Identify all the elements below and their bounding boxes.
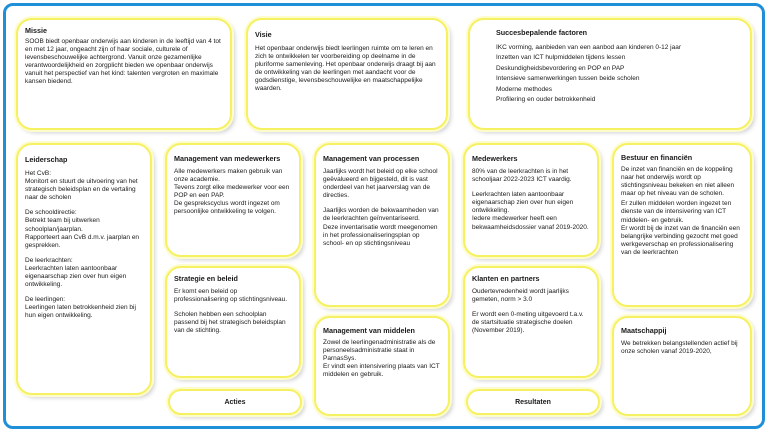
leiderschap-cvb-text: Monitort en stuurt de uitvoering van het strategisch beleidsplan en de vertaling naar de scholen <box>25 178 138 202</box>
visie-text: Het openbaar onderwijs biedt leerlingen ruimte om te leren en zich te ontwikkelen ter voorbereiding op deelname in de pluriforme samenleving. Het openbaar onderwijs draagt bij aan de ontwikkeling van de leerlingen met aandacht voor de godsdienstige, levensbeschouwelijke en maatschappelijke waarden. <box>255 45 436 93</box>
management-processen-text: Jaarlijks wordt het beleid op elke school geëvalueerd en bijgesteld, dit is vast onderdeel van het jaarverslag van de directies. <box>323 168 438 200</box>
management-processen-title: Management van processen <box>323 154 420 163</box>
leiderschap-title: Leiderschap <box>25 155 68 164</box>
klanten-partners-text: Er wordt een 0-meting uitgevoerd t.a.v. de startsituatie strategische doelen (November 2019). <box>472 311 584 335</box>
klanten-partners-card <box>463 266 599 378</box>
leiderschap-leerkrachten-text: Leerkrachten laten aantoonbaar eigenaarschap zien over hun eigen ontwikkeling. <box>25 264 127 289</box>
management-processen-text: Deze inventarisatie wordt meegenomen in het professionaliseringsplan op school- en op stichtingsniveau <box>323 223 438 247</box>
medewerkers-title: Medewerkers <box>472 154 518 163</box>
succes-card <box>468 18 752 130</box>
management-medewerkers-text: Alle medewerkers maken gebruik van onze academie. <box>174 168 283 184</box>
bestuur-financien-text: Er wordt bij de inzet van de financiën een belangrijke verbinding gezocht met goed werkgeverschap en professionalisering van de leerkrachten <box>621 224 740 256</box>
acties-label-card <box>168 389 302 415</box>
maatschappij-text: We betrekken belangstellenden actief bij onze scholen vanaf 2019-2020, <box>621 340 738 356</box>
management-medewerkers-text: Tevens zorgt elke medewerker voor een POP en een PAP. <box>174 184 290 200</box>
management-medewerkers-card <box>165 143 301 257</box>
succes-item: Moderne methodes <box>496 85 553 93</box>
leiderschap-cvb-label: Het CvB: <box>25 170 52 177</box>
leiderschap-directie-text: Betrekt team bij uitwerken schoolplan/jaarplan. <box>25 217 100 233</box>
management-middelen-title: Management van middelen <box>323 326 415 335</box>
succes-title: Succesbepalende factoren <box>496 28 588 37</box>
succes-item: Deskundigheidsbevordering en POP en PAP <box>496 64 625 72</box>
succes-item: Intensieve samenwerkingen tussen beide scholen <box>496 75 640 83</box>
bestuur-financien-text: Er zullen middelen worden ingezet ten dienste van de intensivering van ICT middelen- en gebruik. <box>621 200 732 224</box>
leiderschap-leerkrachten-label: De leerkrachten: <box>25 256 73 264</box>
management-medewerkers-title: Management van medewerkers <box>174 154 281 163</box>
missie-card <box>16 18 232 130</box>
strategie-text: Er komt een beleid op professionalisering op stichtingsniveau. <box>174 288 288 304</box>
klanten-partners-title: Klanten en partners <box>472 274 540 283</box>
bestuur-financien-text: De inzet van financiën en de koppeling naar het onderwijs wordt op stichtingsniveau bekeken en niet alleen maar op het niveau van de scholen. <box>621 166 735 198</box>
medewerkers-text: 80% van de leerkrachten is in het schooljaar 2022-2023 ICT vaardig. <box>472 168 572 184</box>
management-processen-text: Jaarlijks worden de bekwaamheden van de leerkrachten geïnventariseerd. <box>323 207 439 223</box>
bestuur-financien-title: Bestuur en financiën <box>621 153 693 162</box>
visie-card <box>246 18 448 130</box>
medewerkers-text: Iedere medewerker heeft een bekwaamheidsdossier vanaf 2019-2020. <box>472 215 589 231</box>
missie-text: SOOB biedt openbaar onderwijs aan kinderen in de leeftijd van 4 tot en met 12 jaar, ongeacht zijn of haar sociale, culturele of levensbeschouwelijke achtergrond. Vanuit onze gezamenlijke verantwoordelijkheid en zorgplicht bieden we openbaar onderwijs vanuit het perspectief van het kind: talenten vergroten en maximale kansen biedend. <box>25 38 221 86</box>
maatschappij-title: Maatschappij <box>621 326 667 335</box>
missie-title: Missie <box>25 26 47 35</box>
strategie-title: Strategie en beleid <box>174 274 238 283</box>
strategie-text: Scholen hebben een schoolplan passend bij het strategisch beleidsplan van de stichting. <box>174 311 286 335</box>
succes-item: Profilering en ouder betrokkenheid <box>496 96 596 104</box>
bestuur-financien-card <box>612 143 752 307</box>
succes-item: Inzetten van ICT hulpmiddelen tijdens lessen <box>496 54 626 62</box>
leiderschap-card <box>16 143 152 395</box>
resultaten-label-card <box>466 389 600 415</box>
leiderschap-leerlingen-label: De leerlingen: <box>25 296 66 304</box>
strategie-card <box>165 266 301 378</box>
visie-title: Visie <box>255 30 272 39</box>
leiderschap-directie-text: Rapporteert aan CvB d.m.v. jaarplan en gesprekken. <box>25 233 140 249</box>
acties-label: Acties <box>224 398 246 406</box>
succes-item: IKC vorming, aanbieden van een aanbod aan kinderen 0-12 jaar <box>496 44 682 51</box>
leiderschap-leerlingen-text: Leerlingen laten betrokkenheid zien bij hun eigen ontwikkeling. <box>25 304 136 320</box>
klanten-partners-text: Oudertevredenheid wordt jaarlijks gemeten, norm > 3.0 <box>472 288 569 304</box>
management-medewerkers-text: De gesprekscyclus wordt ingezet om persoonlijke ontwikkeling te volgen. <box>174 200 280 216</box>
leiderschap-directie-label: De schooldirectie: <box>25 209 77 217</box>
resultaten-label: Resultaten <box>515 398 551 406</box>
management-middelen-text: Zowel de leerlingenadministratie als de personeelsadministratie staat in ParnasSys. <box>323 339 436 363</box>
medewerkers-card <box>463 143 599 257</box>
management-processen-card <box>314 143 450 307</box>
medewerkers-text: Leerkrachten laten aantoonbaar eigenaarschap zien over hun eigen ontwikkeling. <box>472 191 574 215</box>
maatschappij-card <box>612 316 752 416</box>
management-middelen-text: Er vindt een intensivering plaats van ICT middelen en gebruik. <box>323 363 440 379</box>
management-middelen-card <box>314 316 450 416</box>
